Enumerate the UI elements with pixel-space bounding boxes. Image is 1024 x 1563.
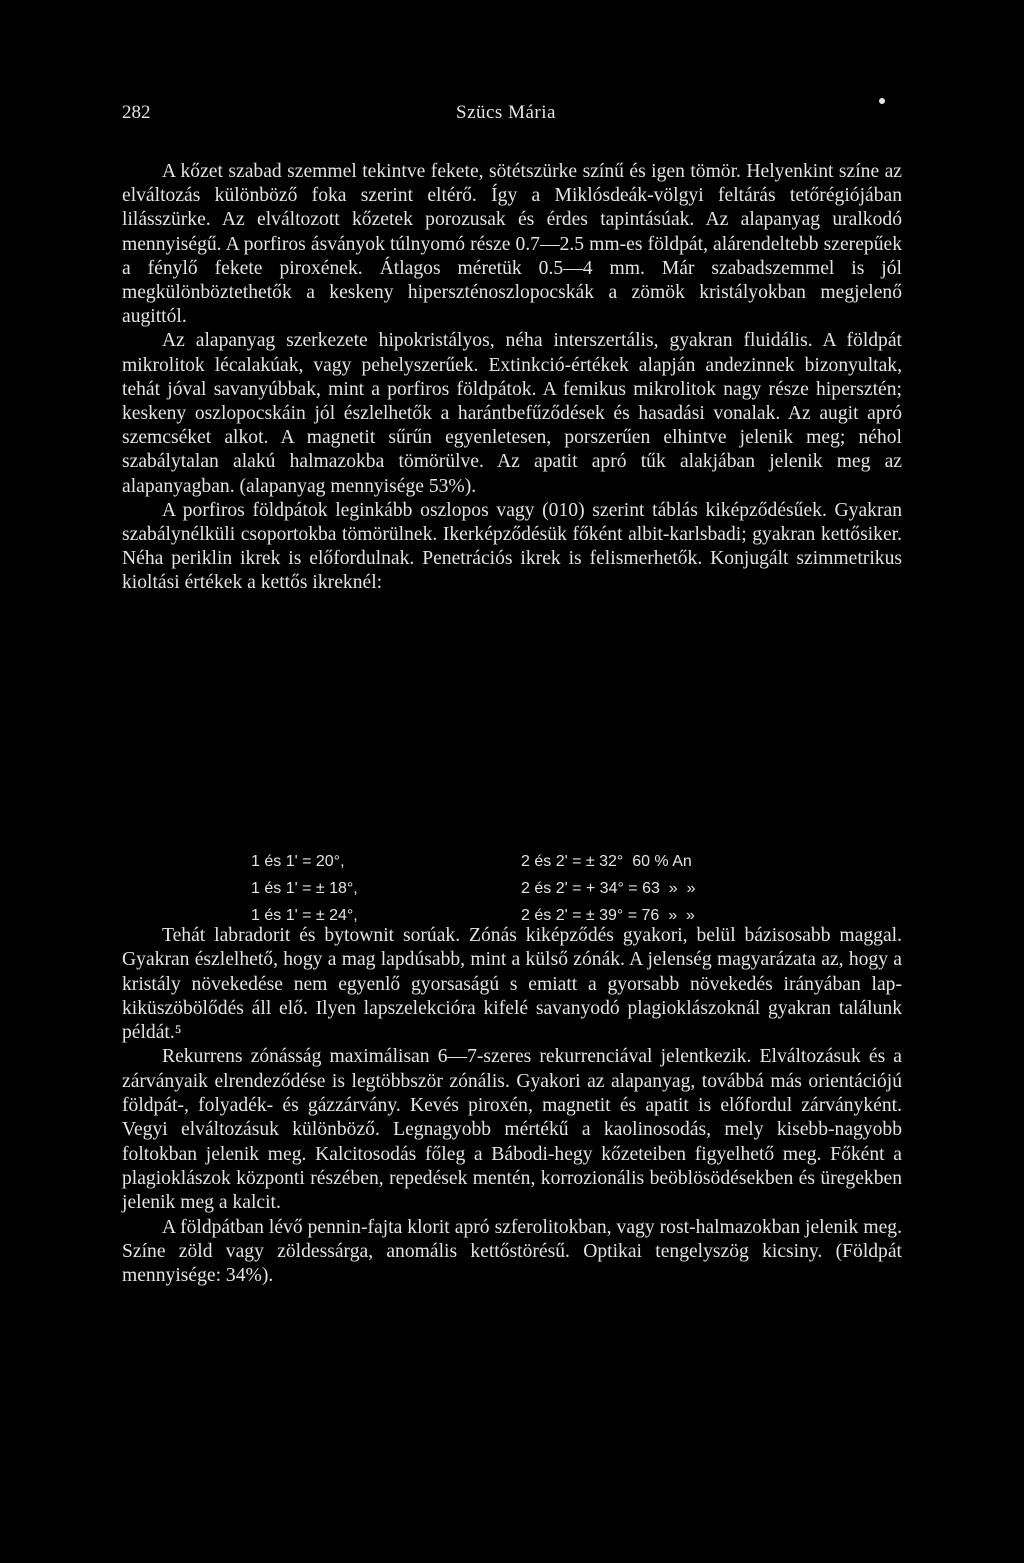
table-row — [251, 848, 811, 875]
dot-mark — [879, 98, 885, 104]
paragraph: A földpátban lévő pennin-fajta klorit apró szferolitokban, vagy rost-halmazokban jelenik meg. Színe zöld vagy zöldessárga, anomális kettőstörésű. Optikai tengelyszög kicsiny. (Földpát mennyisége: 34%). — [122, 1216, 902, 1287]
page-number: 282 — [122, 102, 151, 123]
extinction-table — [251, 848, 811, 929]
table-cell: 2 és 2' = + 34° = 63 » » — [521, 879, 696, 897]
running-head: Szücs Mária — [456, 102, 556, 123]
paragraph: Tehát labradorit és bytownit sorúak. Zónás kiképződés gyakori, belül bázisosabb maggal. Gyakran észlelhető, hogy a mag lapdúsabb, mint a külső zónák. A jelenség magyarázata az, hogy a kristály növekedése nem egyenlő gyorsaságú s emiatt a gyorsabb növekedés irányában lap-kiküszöbölődés áll elő. Ilyen lapszelekcióra kifelé savanyodó plagioklászoknál gyakran találunk példát.⁵ — [122, 925, 902, 1044]
paragraph: A porfiros földpátok leginkább oszlopos vagy (010) szerint táblás kiképződésűek. Gyakran szabálynélküli csoportokba tömörülnek. Ikerképződésük főként albit-karlsbadi; gyakran kettősiker. Néha periklin ikrek is előfordulnak. Penetrációs ikrek is felismerhetők. Konjugált szimmetrikus kioltási értékek a kettős ikreknél: — [122, 499, 902, 594]
paragraph: Az alapanyag szerkezete hipokristályos, néha interszertális, gyakran fluidális. A földpát mikrolitok lécalakúak, vagy pehelyszerűek. Extinkció-értékek alapján andezinnek bizonyultak, tehát jóval savanyúbbak, mint a porfiros földpátok. A femikus mikrolitok nagy része hipersztén; keskeny oszlopocskáin jól észlelhetők a harántbefűződések és hasadási vonalak. Az augit apró szemcséket alkot. A magnetit sűrűn egyenletesen, porszerűen elhintve jelenik meg; néhol szabálytalan alakú halmazokba tömörülve. Az apatit apró tűk alakjában jelenik meg az alapanyagban. (alapanyag mennyisége 53%). — [122, 330, 902, 497]
paragraph: A kőzet szabad szemmel tekintve fekete, sötétszürke színű és igen tömör. Helyenkint színe az elváltozás különböző foka szerint eltérő. Így a Miklósdeák-völgyi feltárás tetőrégiójában lilásszürke. Az elváltozott kőzetek porozusak és érdes tapintásúak. Az alapanyag uralkodó mennyiségű. A porfiros ásványok túlnyomó része 0.7—2.5 mm-es földpát, alárendeltebb szerepűek a fénylő fekete piroxének. Átlagos méretük 0.5—4 mm. Már szabadszemmel is jól megkülönböztethetők a keskeny hiperszténoszlopocskák a zömök kristályokban megjelenő augittól. — [122, 161, 902, 328]
table-row — [251, 875, 811, 902]
table-cell: 1 és 1' = 20°, — [251, 852, 345, 870]
table-cell: 1 és 1' = ± 24°, — [251, 906, 358, 924]
body-text-bottom — [122, 924, 902, 1288]
table-cell: 1 és 1' = ± 18°, — [251, 879, 358, 897]
table-cell: 2 és 2' = ± 39° = 76 » » — [521, 906, 695, 924]
page-header — [122, 102, 902, 132]
paragraph: Rekurrens zónásság maximálisan 6—7-szeres rekurrenciával jelentkezik. Elváltozásuk és a zárványaik elrendeződése is legtöbbször zónális. Gyakori az alapanyag, továbbá más orientációjú földpát-, folyadék- és gázzárvány. Kevés piroxén, magnetit és apatit is előfordul zárványként. Vegyi elváltozásuk különböző. Legnagyobb mértékű a kaolinosodás, mely kisebb-nagyobb foltokban jelenik meg. Kalcitosodás főleg a Bábodi-hegy kőzeteiben figyelhető meg. Főként a plagioklászok központi részében, repedések mentén, korrozionális beöblösödésekben és üregekben jelenik meg a kalcit. — [122, 1046, 902, 1214]
body-text-top — [122, 160, 902, 596]
table-cell: 2 és 2' = ± 32° 60 % An — [521, 852, 692, 870]
